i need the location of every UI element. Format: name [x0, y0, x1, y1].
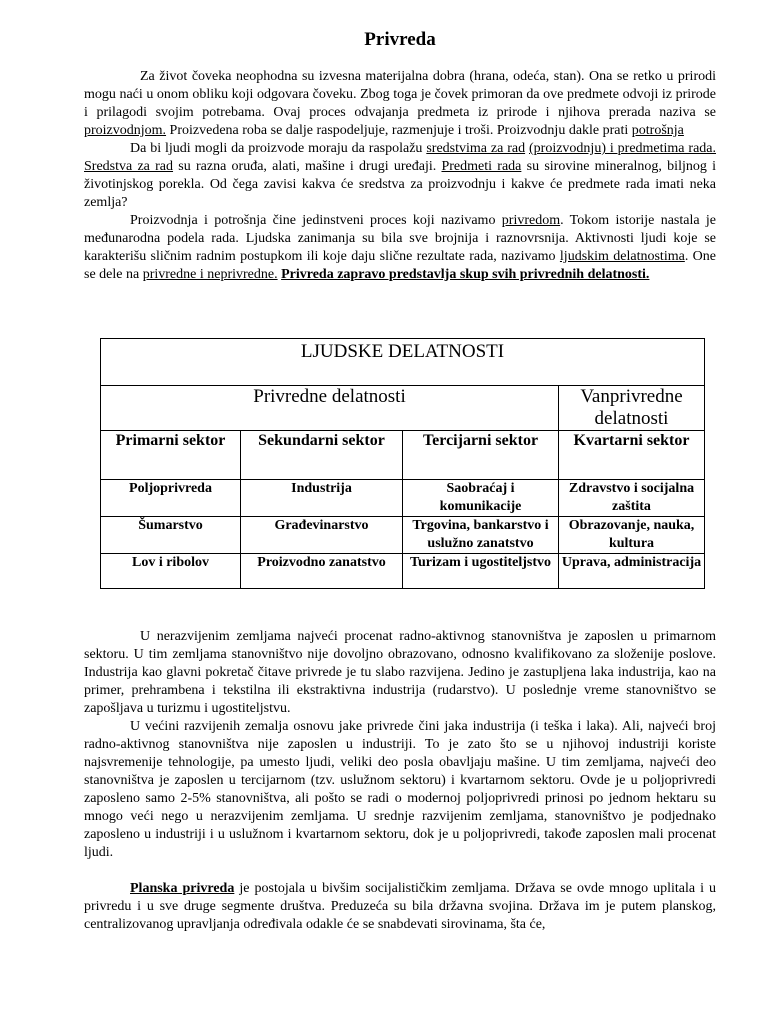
table-group-row [101, 386, 705, 431]
table-row [101, 554, 705, 589]
table-row [101, 480, 705, 517]
document-lower-section [84, 628, 716, 934]
table-cell: Šumarstvo [101, 517, 241, 554]
term-objects-of-work: (proizvodnju) i predmetima rada. [529, 141, 717, 156]
table-cell: Zdravstvo i socijalna zaštita [559, 480, 705, 517]
paragraph-text: su razna oruđa, alati, mašine i drugi uređaji. [173, 159, 442, 174]
paragraph-text: Proizvodnja i potrošnja čine jedinstveni proces koji nazivamo [130, 213, 502, 228]
term-means-of-work: sredstvima za rad [426, 141, 526, 156]
paragraph-means-of-work [84, 140, 716, 212]
paragraph-spacer [84, 862, 716, 880]
term-means-of-work-2: Sredstva za rad [84, 159, 174, 174]
paragraph-text: Da bi ljudi mogli da proizvode moraju da raspolažu [130, 141, 427, 156]
term-economy: privredom [501, 213, 561, 228]
term-economic-non-economic: privredne i neprivredne. [142, 267, 278, 282]
document-page [84, 28, 716, 284]
term-human-activities: ljudskim delatnostima [559, 249, 685, 264]
table-cell: Uprava, administracija [559, 554, 705, 589]
activities-table [100, 338, 705, 589]
table-title: LJUDSKE DELATNOSTI [101, 339, 705, 386]
paragraph-text: . One se dele na [84, 249, 717, 282]
term-planned-economy: Planska privreda [130, 881, 235, 896]
paragraph-text: Proizvedena roba se dalje raspodeljuje, razmenjuje i troši. Proizvodnju dakle prati [166, 123, 632, 138]
table-cell: Trgovina, bankarstvo i uslužno zanatstvo [403, 517, 559, 554]
table-cell: Obrazovanje, nauka, kultura [559, 517, 705, 554]
table-cell: Turizam i ugostiteljstvo [403, 554, 559, 589]
group-economic: Privredne delatnosti [101, 386, 559, 431]
sector-primary: Primarni sektor [101, 431, 241, 480]
paragraph-text: su sirovine mineralnog, biljnog i životinjskog porekla. Od čega zavisi kakva će sredstva za proizvodnju i kakve će predmete rada imati neka zemlja? [84, 159, 716, 210]
table-row [101, 517, 705, 554]
paragraph-planned-economy [84, 880, 716, 934]
table-cell: Proizvodno zanatstvo [241, 554, 403, 589]
page-title: Privreda [364, 29, 436, 50]
table-title-row [101, 339, 705, 386]
table-sector-row [101, 431, 705, 480]
term-consumption: potrošnja [631, 123, 684, 138]
term-production: proizvodnjom. [84, 123, 167, 138]
paragraph-text: . Tokom istorije nastala je međunarodna podela rada. Ljudska zanimanja su bila sve brojnija i raznovrsnija. Aktivnosti ljudi koje se karakterišu sličnim radnim postupkom ili koje daju slične rezultate rada, nazivamo [84, 213, 716, 264]
table-cell: Industrija [241, 480, 403, 517]
paragraph-economy [84, 212, 716, 284]
term-objects-of-work-2: Predmeti rada [441, 159, 522, 174]
table-cell: Lov i ribolov [101, 554, 241, 589]
paragraph-developed: U većini razvijenih zemalja osnovu jake privrede čini jaka industrija (i teška i laka). Ali, najveći broj radno-aktivnog stanovništva nije zaposlen u industriji. To je zato što se u njihovoj industriji koriste najsvremenije tehnologije, pa umesto ljudi, veliki deo posla obavljaju mašine. U tim zemljama, najveći deo stanovništva je zaposlen u tercijarnom (tzv. uslužnom sektoru) i kvartarnom sektoru. Ovde je u poljoprivredi zaposleno samo 2-5% stanovništva, ali pošto se radi o modernoj poljoprivredi prinosi po jednom hektaru su mnogo veći nego u nerazvijenim zemljama. U srednje razvijenim zemljama, stanovništvo je podjednako zaposleno u industriji i u uslužnom i kvartarnom sektoru, dok je u poljoprivredi, takođe zaposlen mali procenat ljudi. [84, 719, 716, 860]
sector-quaternary: Kvartarni sektor [559, 431, 705, 480]
paragraph-production [84, 68, 716, 140]
definition-economy: Privreda zapravo predstavlja skup svih privrednih delatnosti. [281, 267, 650, 282]
group-non-economic: Vanprivredne delatnosti [559, 386, 705, 431]
paragraph-text: Za život čoveka neophodna su izvesna materijalna dobra (hrana, odeća, stan). Ona se retko u prirodi mogu naći u onom obliku koji odgovara čoveku. Zbog toga je čovek primoran da ove predmete odvoji iz prirode i prilagodi svojim potrebama. Ovaj proces odvajanja predmeta iz prirode i njihova prerada naziva se [84, 69, 716, 120]
sector-secondary: Sekundarni sektor [241, 431, 403, 480]
paragraph-undeveloped: U nerazvijenim zemljama najveći procenat radno-aktivnog stanovništva je zaposlen u primarnom sektoru. U tim zemljama stanovništvo nije dovoljno obrazovano, odnosno kvalifikovano za složenije poslove. Industrija kao glavni pokretač čitave privrede je tu slabo razvijena. Jedino je zastupljena laka industrija, kao na primer, prehrambena i tekstilna ili ekstraktivna industrija (rudarstvo). U poslednje vreme stanovništvo se zapošljava u turizmu i ugostiteljstvu. [84, 629, 716, 716]
table-cell: Poljoprivreda [101, 480, 241, 517]
paragraph-text: je postojala u bivšim socijalističkim zemljama. Država se ovde mnogo uplitala i u privredu i u sve druge segmente društva. Preduzeća su bila državna svojina. Država im je putem planskog, centralizovanog upravljanja određivala odakle će se snabdevati sirovinama, šta će, [84, 881, 717, 932]
sector-tertiary: Tercijarni sektor [403, 431, 559, 480]
table-cell: Građevinarstvo [241, 517, 403, 554]
table-cell: Saobraćaj i komunikacije [403, 480, 559, 517]
